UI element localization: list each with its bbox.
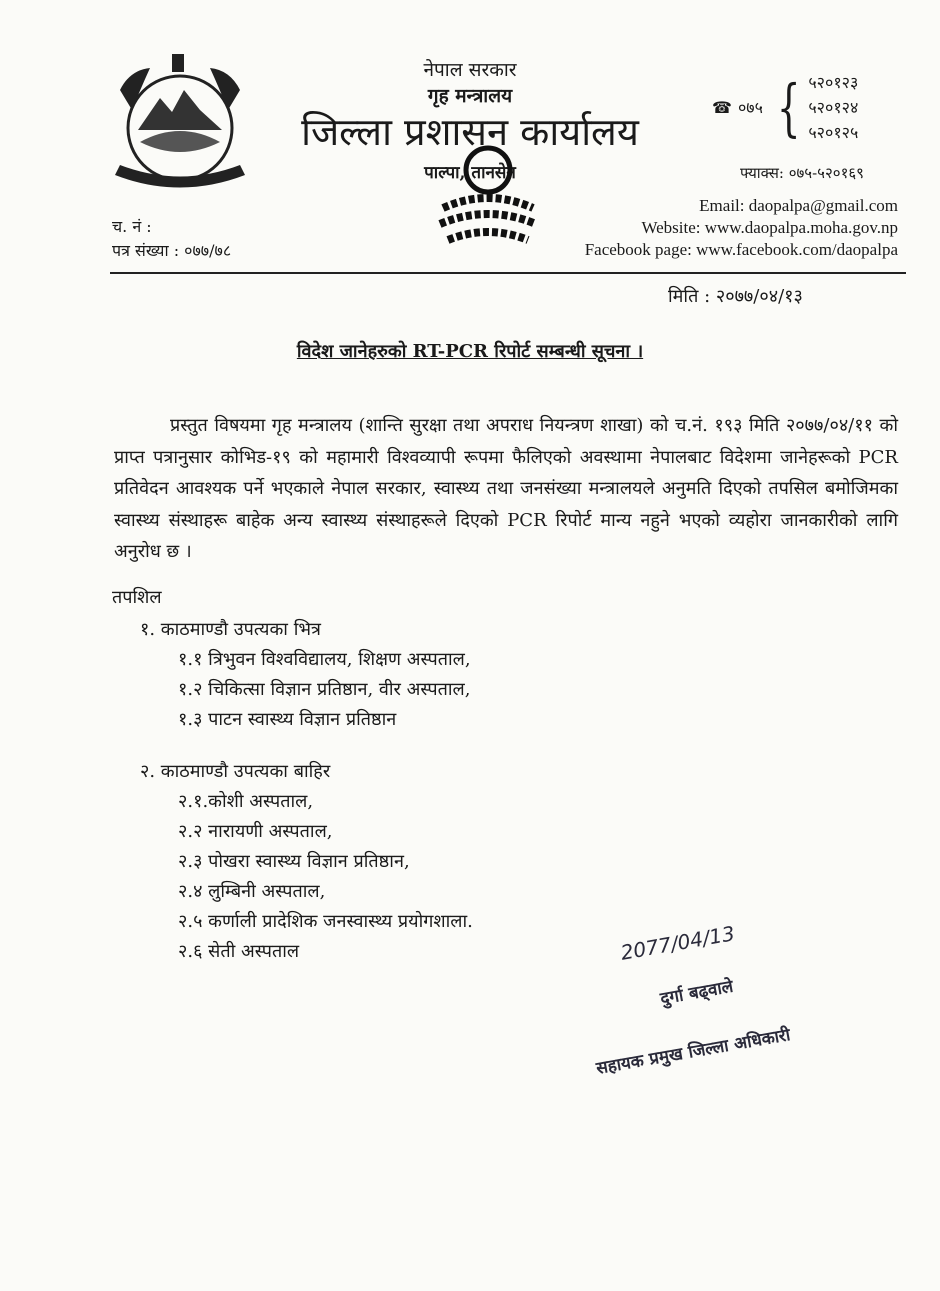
list-item: २.४ लुम्बिनी अस्पताल, xyxy=(178,881,326,902)
list-item: १.१ त्रिभुवन विश्वविद्यालय, शिक्षण अस्पताल, xyxy=(178,649,471,670)
email: Email: daopalpa@gmail.com xyxy=(699,196,898,215)
body-paragraph: प्रस्तुत विषयमा गृह मन्त्रालय (शान्ति सुरक्षा तथा अपराध नियन्त्रण शाखा) को च.नं. १९३ मिति २०७७/०४/११ को प्राप्त पत्रानुसार कोभिड-१९ को महामारी विश्वव्यापी रूपमा फैलिएको अवस्थामा नेपालबाट विदेशमा जानेहरूको PCR प्रतिवेदन आवश्यक पर्ने भएकाले नेपाल सरकार, स्वास्थ्य तथा जनसंख्या मन्त्रालयले अनुमति दिएको तपसिल बमोजिमका स्वास्थ्य संस्थाहरू बाहेक अन्य स्वास्थ्य संस्थाहरूले दिएको PCR रिपोर्ट मान्य नहुने भएको व्यहोरा जानकारीको लागि अनुरोध छ । xyxy=(114,415,898,562)
government-name: नेपाल सरकार xyxy=(423,59,517,81)
district-name: पाल्पा, तानसेन xyxy=(424,163,516,183)
handwritten-signature: 2077/04/13 xyxy=(618,921,737,965)
list-item: २.६ सेती अस्पताल xyxy=(178,941,300,962)
facebook-page: Facebook page: www.facebook.com/daopalpa xyxy=(584,240,898,259)
section-title: २. काठमाण्डौ उपत्यका बाहिर xyxy=(140,761,331,782)
signatory-title: सहायक प्रमुख जिल्ला अधिकारी xyxy=(594,1025,792,1079)
signatory-name: दुर्गा बढ्वाले xyxy=(658,976,735,1010)
telephone-icon: ☎ xyxy=(712,97,732,117)
list-item: १.३ पाटन स्वास्थ्य विज्ञान प्रतिष्ठान xyxy=(178,709,397,730)
ministry-name: गृह मन्त्रालय xyxy=(427,85,513,107)
list-item: २.२ नारायणी अस्पताल, xyxy=(178,821,333,842)
phone-number: ५२०१२५ xyxy=(808,123,859,142)
signature-block xyxy=(590,921,870,1095)
cha-no: च. नं : xyxy=(112,217,152,236)
phone-number: ५२०१२३ xyxy=(808,73,859,92)
letter-number: पत्र संख्या : ०७७/७८ xyxy=(112,241,232,260)
phone-code: ०७५ xyxy=(737,97,763,117)
details-list xyxy=(112,583,473,967)
brace-icon: { xyxy=(776,70,801,144)
list-item: १.२ चिकित्सा विज्ञान प्रतिष्ठान, वीर अस्पताल, xyxy=(178,679,471,700)
list-item: २.५ कर्णाली प्रादेशिक जनस्वास्थ्य प्रयोगशाला. xyxy=(178,911,473,932)
reference-block xyxy=(112,215,231,263)
section-title: १. काठमाण्डौ उपत्यका भित्र xyxy=(140,619,321,640)
list-item: २.१.कोशी अस्पताल, xyxy=(178,791,314,812)
subject-text: विदेश जानेहरुको RT-PCR रिपोर्ट सम्बन्धी सूचना । xyxy=(296,341,644,362)
website: Website: www.daopalpa.moha.gov.np xyxy=(641,218,898,237)
header-divider xyxy=(110,272,906,274)
contact-info xyxy=(585,195,898,261)
letter-date: मिति : २०७७/०४/१३ xyxy=(668,286,803,307)
fax-number: फ्याक्स: ०७५-५२०१६९ xyxy=(740,164,864,182)
subject-line xyxy=(0,340,940,364)
phone-number: ५२०१२४ xyxy=(808,98,859,117)
list-item: २.३ पोखरा स्वास्थ्य विज्ञान प्रतिष्ठान, xyxy=(178,851,410,872)
office-name: जिल्ला प्रशासन कार्यालय xyxy=(301,110,639,154)
list-heading: तपशिल xyxy=(112,587,162,608)
office-stamp xyxy=(428,138,548,258)
phone-block xyxy=(712,70,858,145)
